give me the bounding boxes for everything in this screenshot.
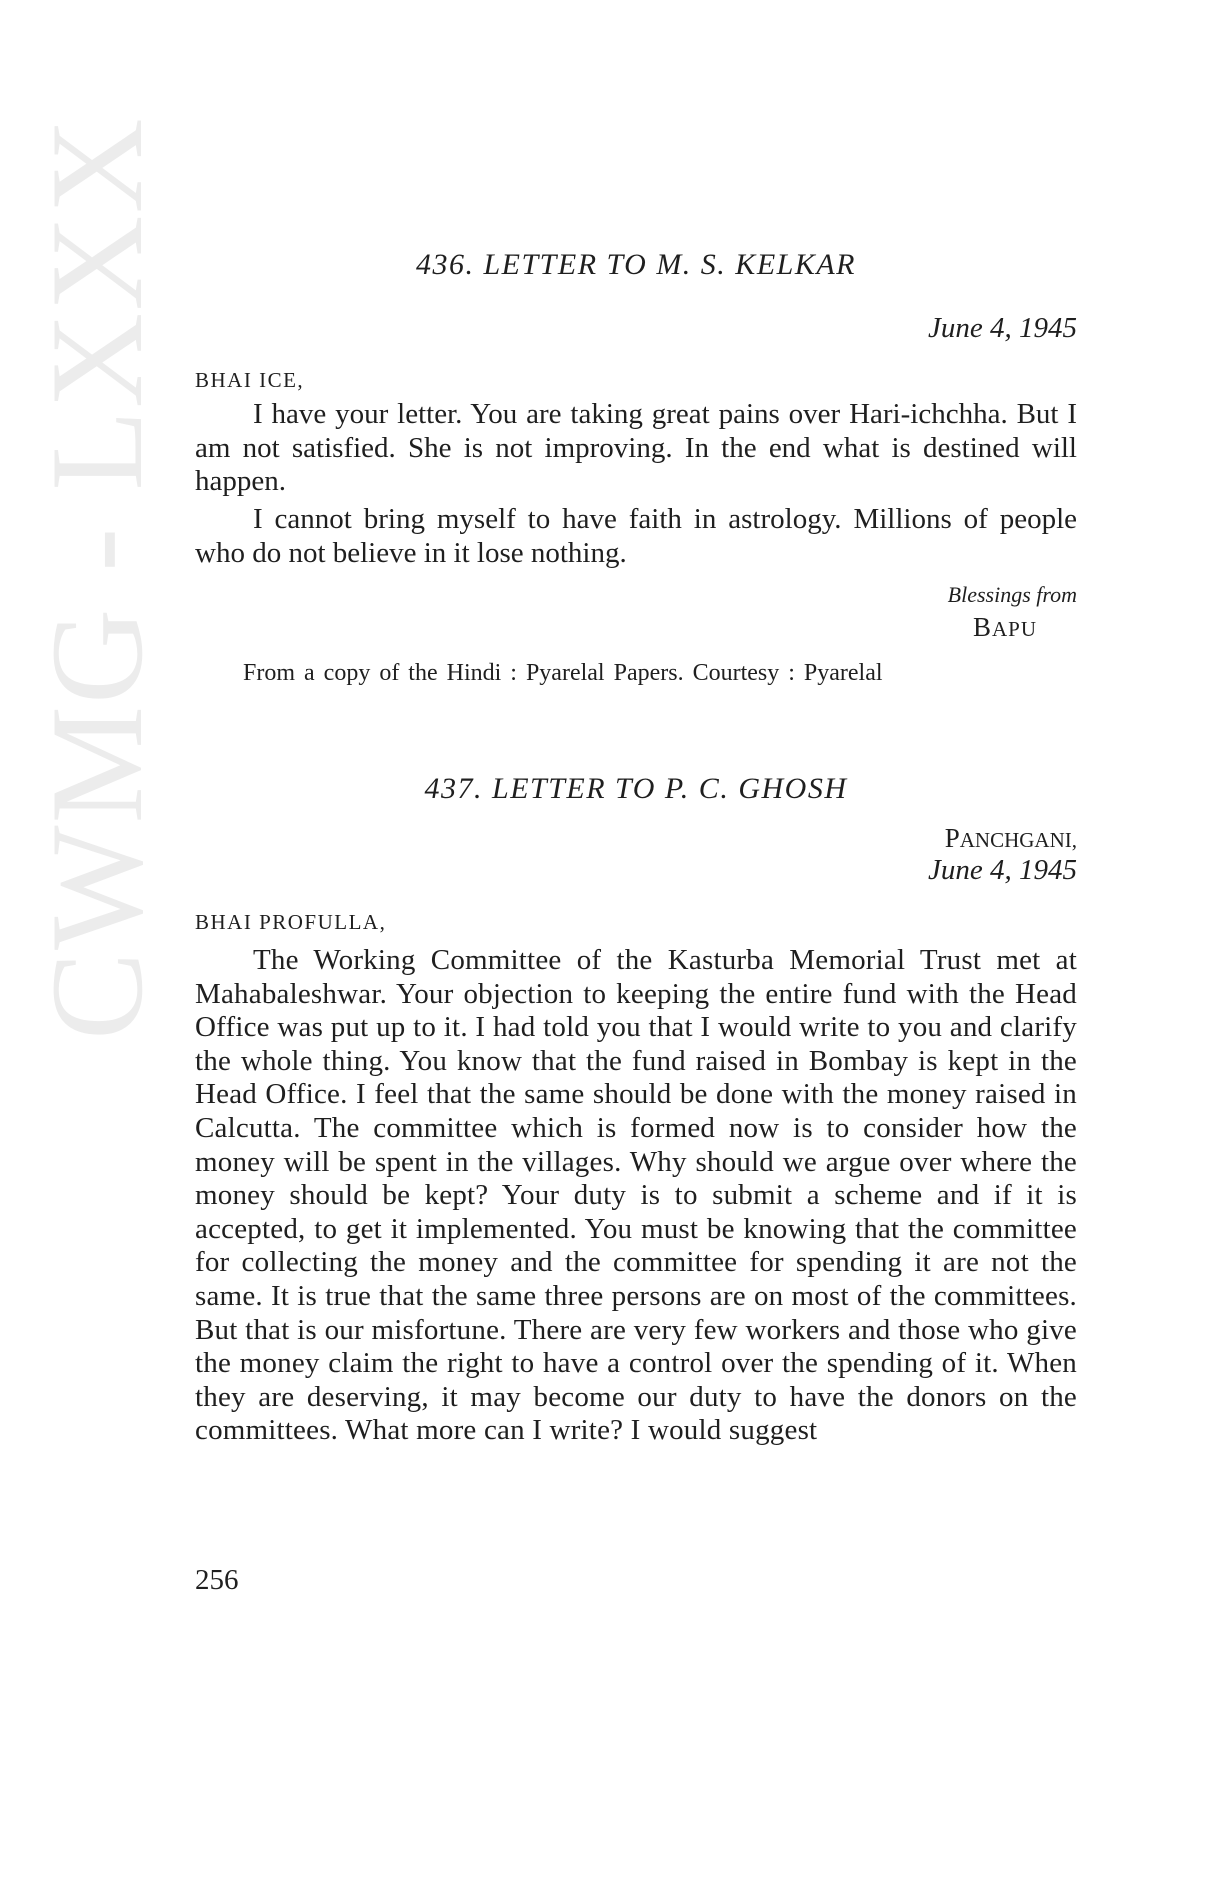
letter-437-place [945, 822, 1077, 855]
letter-436-date: June 4, 1945 [928, 312, 1077, 344]
watermark-text: CWMG - LXXX [23, 116, 170, 1040]
watermark [20, 0, 173, 1040]
letter-436-salutation: BHAI ICE, [195, 368, 305, 392]
place-initial: P [944, 823, 960, 853]
place-rest: ANCHGANI, [959, 828, 1077, 852]
letter-436-source-note: From a copy of the Hindi : Pyarelal Papers. Courtesy : Pyarelal [243, 660, 883, 686]
letter-437-heading: 437. LETTER TO P. C. GHOSH [424, 772, 848, 805]
signature-rest: APU [991, 617, 1037, 641]
letter-437-date: June 4, 1945 [928, 854, 1077, 886]
page-number: 256 [195, 1564, 239, 1596]
letter-436-signature [973, 612, 1037, 643]
letter-436-paragraph-1: I have your letter. You are taking great pains over Hari-ichchha. But I am not satisfied. She is not improving. In the end what is destined will happen. [195, 398, 1077, 497]
letter-437-salutation: BHAI PROFULLA, [195, 910, 387, 934]
signature-initial: B [972, 612, 992, 642]
letter-436-blessings: Blessings from [947, 582, 1077, 607]
letter-436-heading: 436. LETTER TO M. S. KELKAR [415, 248, 856, 281]
letter-436-paragraph-2: I cannot bring myself to have faith in astrology. Millions of people who do not believe in it lose nothing. [195, 503, 1077, 569]
letter-437-paragraph: The Working Committee of the Kasturba Memorial Trust met at Mahabaleshwar. Your objection to keeping the entire fund with the Head Office was put up to it. I had told you that I would write to you and clarify the whole thing. You know that the fund raised in Bombay is kept in the Head Office. I feel that the same should be done with the money raised in Calcutta. The committee which is formed now is to consider how the money will be spent in the villages. Why should we argue over where the money should be kept? Your duty is to submit a scheme and if it is accepted, to get it implemented. You must be knowing that the committee for collecting the money and the committee for spending it are not the same. It is true that the same three persons are on most of the committees. But that is our misfortune. There are very few workers and those who give the money claim the right to have a control over the spending of it. When they are deserving, it may become our duty to have the donors on the committees. What more can I write? I would suggest [195, 944, 1077, 1447]
